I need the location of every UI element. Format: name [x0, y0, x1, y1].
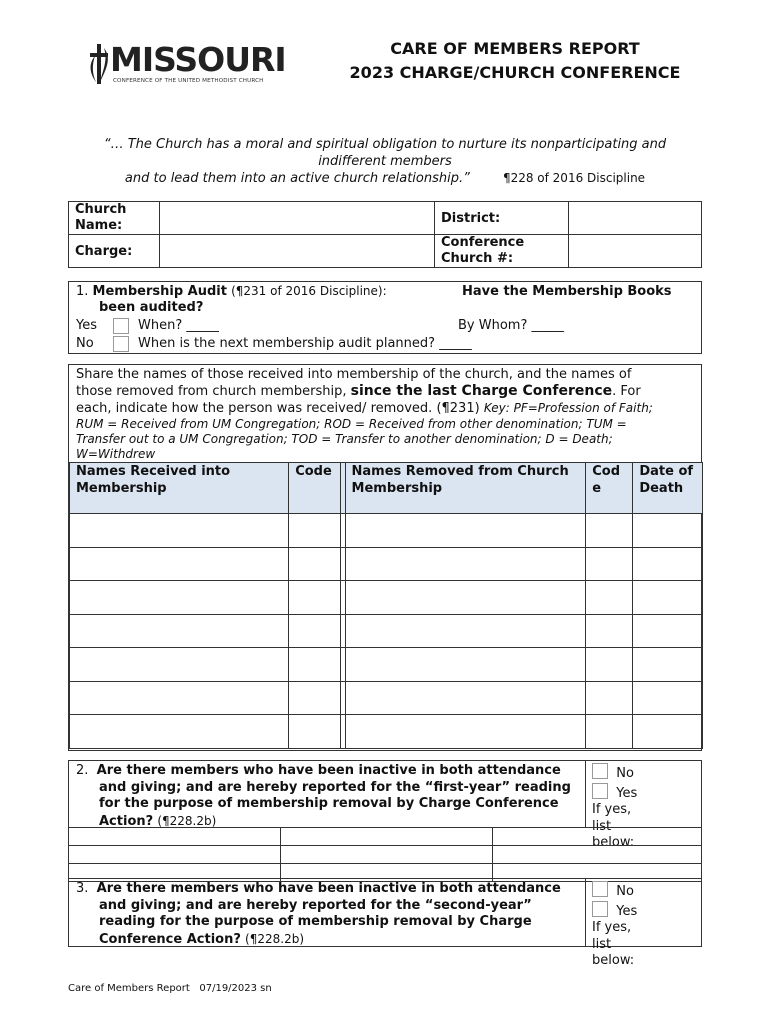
received-code-cell[interactable] — [289, 581, 341, 615]
audit-number: 1. — [76, 284, 89, 299]
question-3-options — [585, 879, 658, 968]
date-of-death-cell[interactable] — [633, 514, 703, 548]
question-3-yes-checkbox[interactable] — [592, 901, 608, 917]
received-name-cell[interactable] — [70, 715, 289, 749]
removed-code-cell[interactable] — [586, 581, 633, 615]
district-label: District: — [435, 202, 569, 235]
q2-list-cell[interactable] — [493, 828, 702, 846]
removed-code-cell[interactable] — [586, 715, 633, 749]
question-2-reference: (¶228.2b) — [157, 813, 217, 828]
quote-line-3: and to lead them into an active church relationship.” — [124, 171, 470, 186]
key-line-1: Key: PF=Profession of Faith; — [483, 401, 653, 415]
audit-no-checkbox[interactable] — [113, 336, 129, 352]
removed-code-cell[interactable] — [586, 614, 633, 648]
question-3-no-label: No — [616, 884, 634, 899]
question-2-section — [68, 760, 702, 850]
instructions-line-1: Share the names of those received into membership of the church, and the names of — [76, 367, 632, 382]
charge-label: Charge: — [69, 235, 160, 268]
instructions-line-2c: . For — [612, 384, 641, 399]
missouri-logo — [86, 40, 286, 88]
quote-reference: ¶228 of 2016 Discipline — [502, 171, 646, 185]
audit-yes-label: Yes — [76, 318, 97, 333]
membership-changes-section — [68, 364, 702, 751]
removed-code-cell[interactable] — [586, 681, 633, 715]
audit-question-cont: been audited? — [99, 300, 204, 315]
question-2-number: 2. — [76, 763, 89, 778]
audit-question: Have the Membership Books — [462, 284, 672, 299]
removed-name-cell[interactable] — [345, 715, 586, 749]
header-code-received: Code — [289, 463, 341, 514]
received-code-cell[interactable] — [289, 681, 341, 715]
church-name-label: Church Name: — [69, 202, 160, 235]
key-line-2: RUM = Received from UM Congregation; ROD = Received from other denomination; TUM = — [76, 417, 627, 431]
church-info-table — [68, 201, 702, 268]
date-of-death-cell[interactable] — [633, 681, 703, 715]
removed-name-cell[interactable] — [345, 648, 586, 682]
question-2-no-label: No — [616, 766, 634, 781]
quote-line-2: indifferent members — [318, 153, 452, 169]
received-name-cell[interactable] — [70, 614, 289, 648]
table-row — [70, 514, 703, 548]
q2-list-cell[interactable] — [281, 828, 493, 846]
table-row — [70, 581, 703, 615]
question-3-text — [76, 881, 581, 948]
logo-subtitle: CONFERENCE OF THE UNITED METHODIST CHURCH — [113, 78, 264, 84]
membership-changes-instructions — [76, 366, 696, 462]
removed-name-cell[interactable] — [345, 547, 586, 581]
header-names-received: Names Received into Membership — [70, 463, 289, 514]
charge-field[interactable] — [160, 235, 435, 268]
question-2-if-yes: If yes, list below: — [592, 802, 635, 850]
question-3-reference: (¶228.2b) — [245, 931, 305, 946]
question-2-yes-checkbox[interactable] — [592, 783, 608, 799]
removed-name-cell[interactable] — [345, 581, 586, 615]
instructions-line-2b: since the last Charge Conference — [350, 383, 613, 399]
received-name-cell[interactable] — [70, 547, 289, 581]
question-2-no-checkbox[interactable] — [592, 763, 608, 779]
header-code-removed: Code — [586, 463, 633, 514]
header-names-removed: Names Removed from Church Membership — [345, 463, 586, 514]
received-name-cell[interactable] — [70, 648, 289, 682]
conference-church-number-label: Conference Church #: — [435, 235, 569, 268]
date-of-death-cell[interactable] — [633, 614, 703, 648]
received-code-cell[interactable] — [289, 514, 341, 548]
date-of-death-cell[interactable] — [633, 581, 703, 615]
membership-audit-section — [68, 281, 702, 354]
removed-name-cell[interactable] — [345, 614, 586, 648]
received-name-cell[interactable] — [70, 581, 289, 615]
q2-list-cell[interactable] — [69, 846, 281, 864]
removed-name-cell[interactable] — [345, 514, 586, 548]
audit-by-whom-field[interactable]: By Whom? _____ — [458, 318, 564, 333]
quote-line-1: “… The Church has a moral and spiritual obligation to nurture its nonparticipating and — [103, 137, 667, 152]
removed-code-cell[interactable] — [586, 547, 633, 581]
table-row — [70, 681, 703, 715]
cross-and-flame-icon — [86, 44, 112, 86]
title-line-1: CARE OF MEMBERS REPORT — [390, 39, 640, 58]
audit-reference: (¶231 of 2016 Discipline): — [231, 284, 387, 298]
instructions-line-2a: those removed from church membership, — [76, 384, 347, 399]
audit-no-label: No — [76, 336, 94, 351]
audit-heading: Membership Audit — [92, 284, 227, 299]
question-3-no-checkbox[interactable] — [592, 881, 608, 897]
q2-list-cell[interactable] — [69, 828, 281, 846]
received-code-cell[interactable] — [289, 614, 341, 648]
table-row — [70, 614, 703, 648]
title-line-2: 2023 CHARGE/CHURCH CONFERENCE — [349, 63, 681, 82]
page-footer: Care of Members Report 07/19/2023 sn — [68, 983, 272, 994]
question-2-text — [76, 763, 581, 830]
next-audit-field[interactable]: When is the next membership audit planned? _____ — [138, 336, 472, 351]
audit-yes-checkbox[interactable] — [113, 318, 129, 334]
key-line-3: Transfer out to a UM Congregation; TOD = Transfer to another denomination; D = Death; — [76, 432, 613, 446]
question-3-yes-label: Yes — [616, 903, 638, 919]
date-of-death-cell[interactable] — [633, 715, 703, 749]
received-name-cell[interactable] — [70, 514, 289, 548]
q2-list-cell[interactable] — [493, 846, 702, 864]
key-line-4: W=Withdrew — [76, 447, 156, 461]
question-3-body: Are there members who have been inactive in both attendance and giving; and are hereby reported for the “second-year” reading for the purpose of membership removal by Charge Conference Action? — [96, 881, 561, 947]
instructions-line-3: each, indicate how the person was received/ removed. (¶231) — [76, 401, 480, 416]
date-of-death-cell[interactable] — [633, 648, 703, 682]
received-code-cell[interactable] — [289, 547, 341, 581]
church-name-field[interactable] — [160, 202, 435, 235]
discipline-quote — [70, 137, 700, 188]
table-row — [70, 547, 703, 581]
district-field[interactable] — [569, 202, 702, 235]
q2-list-cell[interactable] — [281, 846, 493, 864]
membership-changes-table — [69, 462, 703, 749]
received-name-cell[interactable] — [70, 681, 289, 715]
question-3-number: 3. — [76, 881, 89, 896]
question-3-if-yes: If yes, list below: — [592, 920, 635, 968]
report-title — [315, 37, 715, 85]
table-row — [70, 715, 703, 749]
removed-code-cell[interactable] — [586, 514, 633, 548]
audit-when-field[interactable]: When? _____ — [138, 318, 219, 333]
question-2-options — [585, 761, 658, 850]
question-2-body: Are there members who have been inactive in both attendance and giving; and are hereby reported for the “first-year” reading for the purpose of membership removal by Charge Conference Action? — [96, 763, 571, 829]
table-row — [70, 648, 703, 682]
date-of-death-cell[interactable] — [633, 547, 703, 581]
conference-church-number-field[interactable] — [569, 235, 702, 268]
question-3-section — [68, 878, 702, 968]
received-code-cell[interactable] — [289, 648, 341, 682]
header-date-of-death: Date of Death — [633, 463, 703, 514]
received-code-cell[interactable] — [289, 715, 341, 749]
question-2-yes-label: Yes — [616, 785, 638, 801]
removed-code-cell[interactable] — [586, 648, 633, 682]
logo-wordmark: MISSOURI — [110, 40, 286, 79]
question-2-list-table — [68, 827, 702, 882]
removed-name-cell[interactable] — [345, 681, 586, 715]
